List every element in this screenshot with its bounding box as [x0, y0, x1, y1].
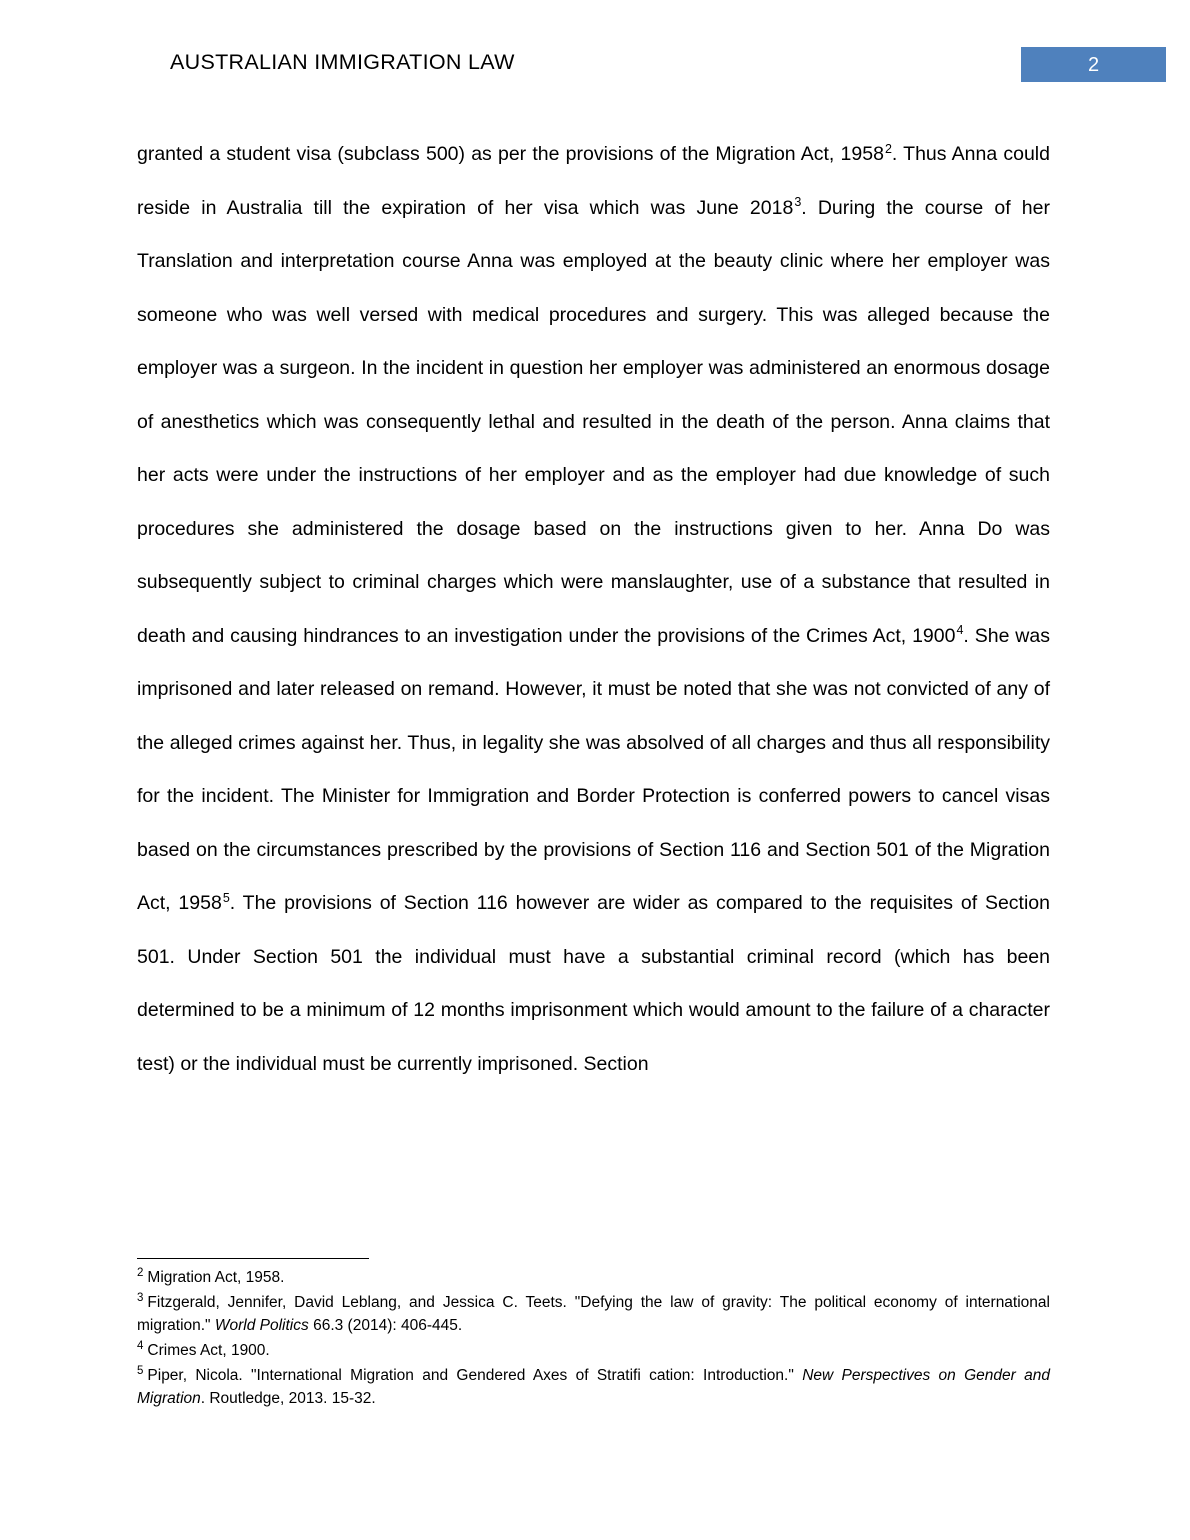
- text-segment-2: . Thus Anna could reside in Australia till the expiration of her visa which was June 2018: [137, 143, 1050, 219]
- footnote-text-italic: New Perspectives on Gender and Migration: [137, 1367, 1050, 1407]
- footnote-item: [137, 1291, 1050, 1337]
- text-segment-4: . She was imprisoned and later released on remand. However, it must be noted that she was not convicted of any of the alleged crimes against her. Thus, in legality she was absolved of all charges and thus all responsibility for the incident. The Minister for Immigration and Border Protection is conferred powers to cancel visas based on the circumstances prescribed by the provisions of Section 116 and Section 501 of the Migration Act, 1958: [137, 624, 1050, 914]
- footnote-text-before: Fitzgerald, Jennifer, David Leblang, and Jessica C. Teets. "Defying the law of gravity: The political economy of international migration.": [137, 1294, 1050, 1334]
- footnote-text-after: 66.3 (2014): 406-445.: [308, 1317, 463, 1334]
- footnote-item: [137, 1364, 1050, 1410]
- footnote-list: [137, 1266, 1050, 1412]
- footnote-text-before: Piper, Nicola. "International Migration and Gendered Axes of Stratifi cation: Introduction.": [147, 1367, 803, 1384]
- footnote-ref-3[interactable]: 3: [794, 195, 802, 209]
- page-number: 2: [1087, 54, 1100, 76]
- footnote-text-italic: World Politics: [214, 1317, 309, 1334]
- header-title: AUSTRALIAN IMMIGRATION LAW: [170, 50, 515, 74]
- page-header: [0, 50, 1190, 90]
- footnote-number: 4: [137, 1339, 144, 1352]
- text-segment-5: . The provisions of Section 116 however are wider as compared to the requisites of Section 501. Under Section 501 the individual must have a substantial criminal record (which has been determined to be a minimum of 12 months imprisonment which would amount to the failure of a character test) or the individual must be currently imprisoned. Section: [137, 892, 1050, 1075]
- text-segment-3: . During the course of her Translation and interpretation course Anna was employed at the beauty clinic where her employer was someone who was well versed with medical procedures and surgery. This was alleged because the employer was a surgeon. In the incident in question her employer was administered an enormous dosage of anesthetics which was consequently lethal and resulted in the death of the person. Anna claims that her acts were under the instructions of her employer and as the employer had due knowledge of such procedures she administered the dosage based on the instructions given to her. Anna Do was subsequently subject to criminal charges which were manslaughter, use of a substance that resulted in death and causing hindrances to an investigation under the provisions of the Crimes Act, 1900: [137, 196, 1050, 647]
- footnote-number: 5: [137, 1364, 144, 1377]
- footnote-ref-2[interactable]: 2: [884, 141, 892, 156]
- footnote-number: 2: [137, 1266, 144, 1279]
- footnote-text-before: Crimes Act, 1900.: [147, 1342, 270, 1359]
- footnote-ref-4[interactable]: 4: [956, 623, 964, 637]
- footnote-text-before: Migration Act, 1958.: [147, 1269, 285, 1286]
- footnote-item: [137, 1339, 1050, 1362]
- paragraph-main: [137, 128, 1050, 1091]
- footnote-ref-5[interactable]: 5: [222, 890, 230, 905]
- footnote-item: [137, 1266, 1050, 1289]
- footnote-separator: [137, 1258, 369, 1259]
- body-text: [137, 128, 1050, 1091]
- footnote-number: 3: [137, 1291, 144, 1304]
- footnote-text-after: . Routledge, 2013. 15-32.: [200, 1390, 376, 1407]
- text-segment-1: granted a student visa (subclass 500) as per the provisions of the Migration Act, 1958: [137, 143, 884, 165]
